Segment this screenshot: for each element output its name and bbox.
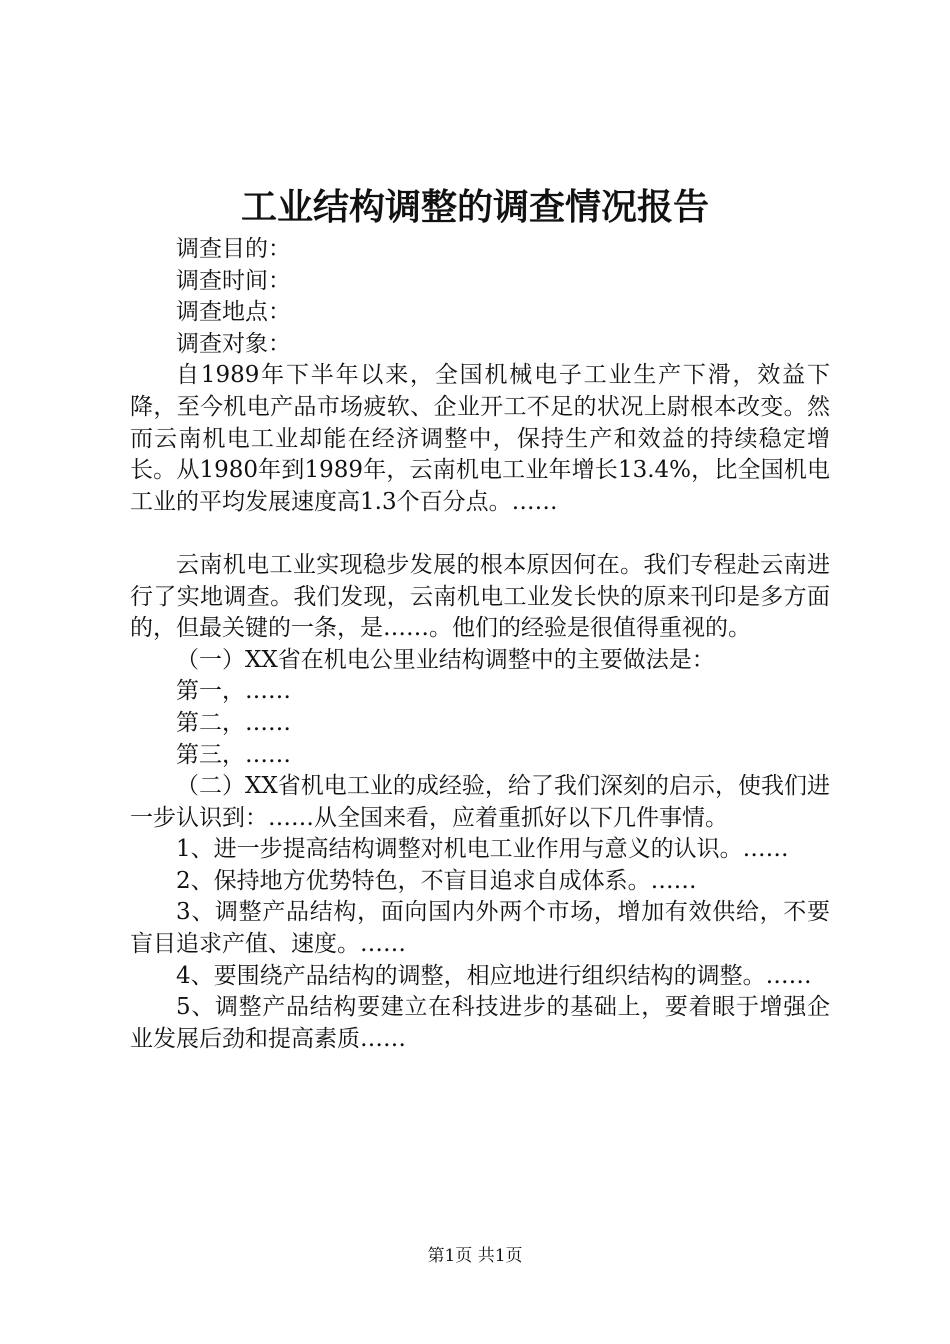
paragraph-section-one: （一）XX省在机电公里业结构调整中的主要做法是： [176,646,715,673]
paragraph-subject: 调查对象： [176,330,291,357]
paragraph-purpose: 调查目的： [176,236,291,262]
paragraph-section-two: （二）XX省机电工业的成经验，给了我们深刻的启示，使我们进一步认识到：……从全国来看，应着重抓好以下几件事情。 [130,773,830,831]
paragraph-point-5: 5、调整产品结构要建立在科技进步的基础上，要着眼于增强企业发展后劲和提高素质…… [130,994,830,1052]
blank-line [130,518,830,550]
document-title: 工业结构调整的调查情况报告 [240,186,709,228]
paragraph-point-1: 1、进一步提高结构调整对机电工业作用与意义的认识。…… [176,836,789,863]
paragraph-point-4: 4、要围绕产品结构的调整，相应地进行组织结构的调整。…… [176,962,812,989]
paragraph-first: 第一，…… [176,678,291,705]
paragraph-intro: 自1989年下半年以来，全国机械电子工业生产下滑，效益下降，至今机电产品市场疲软、企业开工不足的状况上尉根本改变。然而云南机电工业却能在经济调整中，保持生产和效益的持续稳定增长。从1980年到1989年，云南机电工业年增长13.4%，比全国机电工业的平均发展速度高1.3个百分点。…… [130,362,830,515]
page-number-footer: 第1页 共1页 [427,1246,523,1266]
paragraph-point-3: 3、调整产品结构，面向国内外两个市场，增加有效供给，不要盲目追求产值、速度。…… [130,899,830,958]
paragraph-point-2: 2、保持地方优势特色，不盲目追求自成体系。…… [176,867,697,894]
paragraph-second: 第二，…… [176,709,291,736]
paragraph-time: 调查时间： [176,267,291,294]
paragraph-reason: 云南机电工业实现稳步发展的根本原因何在。我们专程赴云南进行了实地调查。我们发现，云南机电工业发长快的原来刊印是多方面的，但最关键的一条，是……。他们的经验是很值得重视的。 [130,551,830,642]
document-body [130,234,830,1055]
paragraph-third: 第三，…… [176,741,291,768]
paragraph-location: 调查地点： [176,299,291,326]
